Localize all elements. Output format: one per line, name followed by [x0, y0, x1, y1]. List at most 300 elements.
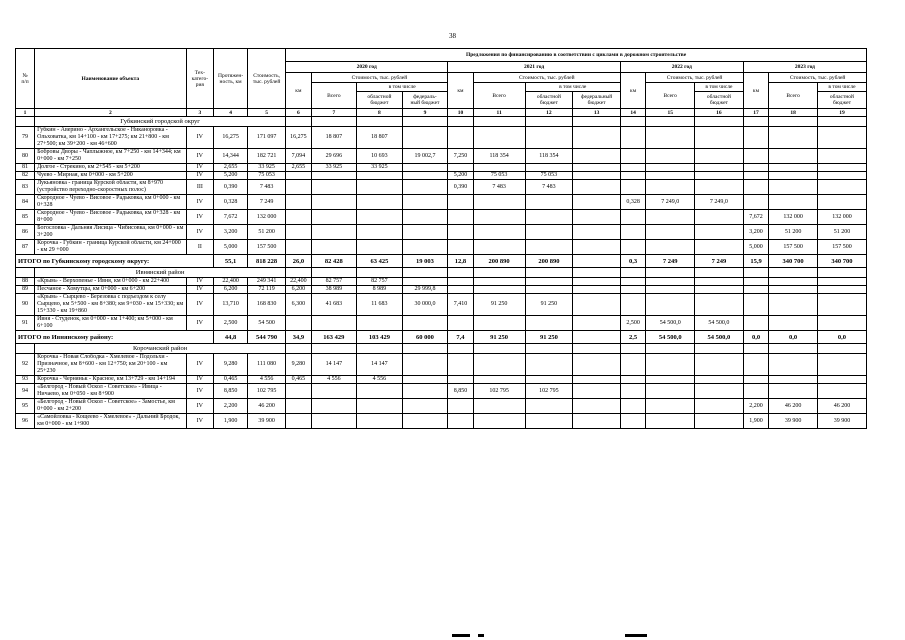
- value-cell: [743, 354, 768, 376]
- table-row: [16, 316, 867, 331]
- total-value: 340 700: [817, 255, 866, 268]
- value-cell: [573, 180, 621, 195]
- object-name: Бобровы Дворы - Чаплыжное, км 7+250 - км 14+344; км 0+000 - км 7+250: [35, 149, 187, 164]
- value-cell: [695, 180, 744, 195]
- object-name: Скородное - Чуево - Висовое - Радьковка, км 0+000 - км 0+328: [35, 195, 187, 210]
- header-cost-year: Стоимость, тыс. рублей: [473, 73, 620, 83]
- value-cell: [620, 225, 645, 240]
- value-cell: [817, 127, 866, 149]
- value-cell: 46 200: [769, 399, 818, 414]
- value-cell: [620, 399, 645, 414]
- empty-cell: [695, 117, 744, 127]
- category: IV: [186, 354, 214, 376]
- value-cell: 18 807: [311, 127, 357, 149]
- row-number: 93: [16, 376, 35, 384]
- object-name: Ивня - Студенок, км 0+000 - км 1+400; км 5+000 - км 6+100: [35, 316, 187, 331]
- value-cell: [402, 195, 448, 210]
- value-cell: 10 693: [357, 149, 403, 164]
- total-value: 2,5: [620, 331, 645, 344]
- table-row: [16, 376, 867, 384]
- value-cell: [286, 195, 311, 210]
- cost: 171 097: [248, 127, 286, 149]
- cost: 111 080: [248, 354, 286, 376]
- value-cell: [646, 414, 695, 429]
- table-row: [16, 294, 867, 316]
- value-cell: 6,200: [286, 286, 311, 294]
- value-cell: [743, 164, 768, 172]
- total-value: 7,4: [448, 331, 473, 344]
- header-total: Всего: [769, 83, 818, 109]
- empty-cell: [473, 344, 525, 354]
- value-cell: [573, 354, 621, 376]
- cost: 51 200: [248, 225, 286, 240]
- column-number: 17: [743, 109, 768, 117]
- length: 2,200: [214, 399, 248, 414]
- value-cell: 14 147: [357, 354, 403, 376]
- category: IV: [186, 286, 214, 294]
- section-row: [16, 344, 867, 354]
- table-row: [16, 149, 867, 164]
- value-cell: [402, 240, 448, 255]
- total-value: 0,0: [743, 331, 768, 344]
- value-cell: [448, 286, 473, 294]
- value-cell: 18 807: [357, 127, 403, 149]
- cost: 7 249: [248, 195, 286, 210]
- value-cell: [620, 286, 645, 294]
- total-value: 7 249: [695, 255, 744, 268]
- value-cell: [646, 376, 695, 384]
- cost: 132 000: [248, 210, 286, 225]
- value-cell: 7 483: [525, 180, 573, 195]
- value-cell: [357, 414, 403, 429]
- value-cell: 118 354: [473, 149, 525, 164]
- value-cell: [646, 294, 695, 316]
- value-cell: [573, 414, 621, 429]
- total-value: 12,8: [448, 255, 473, 268]
- total-value: 103 429: [357, 331, 403, 344]
- object-name: Чуево - Мирная, км 0+000 - км 5+200: [35, 172, 187, 180]
- value-cell: [473, 399, 525, 414]
- total-value: 26,0: [286, 255, 311, 268]
- value-cell: [525, 240, 573, 255]
- value-cell: [743, 294, 768, 316]
- cost: 157 500: [248, 240, 286, 255]
- length: 22,400: [214, 278, 248, 286]
- table-row: [16, 164, 867, 172]
- total-value: 0,0: [817, 331, 866, 344]
- header-number: № п/п: [16, 49, 35, 109]
- value-cell: [573, 127, 621, 149]
- value-cell: [525, 316, 573, 331]
- value-cell: [402, 278, 448, 286]
- value-cell: [525, 399, 573, 414]
- value-cell: [402, 414, 448, 429]
- value-cell: 132 000: [817, 210, 866, 225]
- total-value: 82 428: [311, 255, 357, 268]
- object-name: Корочка - Новая Слободка - Хмелевое - Подольхи - Призначное, км 8+600 - км 12+750; км 20+100 - км 25+230: [35, 354, 187, 376]
- section-title: Губкинский городской округ: [35, 117, 286, 127]
- length: 7,672: [214, 210, 248, 225]
- empty-cell: [525, 344, 573, 354]
- length: 14,344: [214, 149, 248, 164]
- value-cell: [448, 195, 473, 210]
- column-number: 19: [817, 109, 866, 117]
- value-cell: [695, 354, 744, 376]
- table-row: [16, 172, 867, 180]
- value-cell: [769, 354, 818, 376]
- value-cell: [769, 127, 818, 149]
- total-value: 54 500,0: [646, 331, 695, 344]
- section-spacer: [16, 344, 35, 354]
- value-cell: [402, 316, 448, 331]
- value-cell: [620, 172, 645, 180]
- header-km: км: [448, 73, 473, 109]
- category: IV: [186, 316, 214, 331]
- row-number: 83: [16, 180, 35, 195]
- header-km: км: [743, 73, 768, 109]
- value-cell: [695, 399, 744, 414]
- object-name: Долгое - Стрекино, км 2+545 - км 5+200: [35, 164, 187, 172]
- empty-cell: [817, 344, 866, 354]
- header-incl: в том числе: [525, 83, 620, 92]
- empty-cell: [646, 117, 695, 127]
- value-cell: [646, 286, 695, 294]
- column-number: 9: [402, 109, 448, 117]
- value-cell: 7 249,0: [695, 195, 744, 210]
- value-cell: [402, 225, 448, 240]
- value-cell: 54 500,0: [695, 316, 744, 331]
- cost: 4 556: [248, 376, 286, 384]
- empty-cell: [573, 344, 621, 354]
- cost: 182 721: [248, 149, 286, 164]
- value-cell: [646, 399, 695, 414]
- section-spacer: [16, 268, 35, 278]
- value-cell: [311, 316, 357, 331]
- empty-cell: [525, 117, 573, 127]
- value-cell: [311, 414, 357, 429]
- value-cell: [473, 195, 525, 210]
- row-number: 91: [16, 316, 35, 331]
- value-cell: 14 147: [311, 354, 357, 376]
- value-cell: [769, 294, 818, 316]
- value-cell: [402, 399, 448, 414]
- empty-cell: [448, 117, 473, 127]
- category: IV: [186, 278, 214, 286]
- value-cell: 82 757: [357, 278, 403, 286]
- value-cell: [817, 195, 866, 210]
- value-cell: [525, 127, 573, 149]
- value-cell: [402, 210, 448, 225]
- cost: 46 200: [248, 399, 286, 414]
- value-cell: [448, 278, 473, 286]
- value-cell: [743, 172, 768, 180]
- value-cell: [286, 384, 311, 399]
- value-cell: [473, 376, 525, 384]
- value-cell: [448, 376, 473, 384]
- empty-cell: [286, 268, 311, 278]
- value-cell: 38 989: [311, 286, 357, 294]
- empty-cell: [620, 268, 645, 278]
- value-cell: [525, 164, 573, 172]
- total-value: [573, 255, 621, 268]
- table-row: [16, 225, 867, 240]
- category: IV: [186, 225, 214, 240]
- value-cell: [646, 384, 695, 399]
- value-cell: [769, 316, 818, 331]
- column-number: 10: [448, 109, 473, 117]
- value-cell: [286, 180, 311, 195]
- header-incl: в том числе: [817, 83, 866, 92]
- row-number: 86: [16, 225, 35, 240]
- category: III: [186, 180, 214, 195]
- value-cell: 75 053: [525, 172, 573, 180]
- value-cell: [817, 172, 866, 180]
- empty-cell: [525, 268, 573, 278]
- value-cell: [525, 354, 573, 376]
- value-cell: [695, 414, 744, 429]
- value-cell: [646, 240, 695, 255]
- value-cell: [525, 225, 573, 240]
- value-cell: 7 483: [473, 180, 525, 195]
- value-cell: [473, 210, 525, 225]
- section-row: [16, 117, 867, 127]
- length: 1,900: [214, 414, 248, 429]
- value-cell: 7,094: [286, 149, 311, 164]
- value-cell: 5,200: [448, 172, 473, 180]
- total-value: 63 425: [357, 255, 403, 268]
- value-cell: 30 000,0: [402, 294, 448, 316]
- header-regional: областной бюджет: [357, 92, 403, 109]
- row-number: 82: [16, 172, 35, 180]
- empty-cell: [743, 268, 768, 278]
- value-cell: [695, 294, 744, 316]
- object-name: Лукьяновка - граница Курской области, км 8+970 (устройство переходно-скоростных полос): [35, 180, 187, 195]
- value-cell: [525, 376, 573, 384]
- value-cell: [357, 180, 403, 195]
- empty-cell: [573, 117, 621, 127]
- value-cell: [743, 384, 768, 399]
- value-cell: [646, 149, 695, 164]
- value-cell: [473, 316, 525, 331]
- total-length: 55,1: [214, 255, 248, 268]
- value-cell: [817, 278, 866, 286]
- value-cell: [311, 195, 357, 210]
- header-regional: областной бюджет: [695, 92, 744, 109]
- value-cell: [286, 225, 311, 240]
- value-cell: [286, 240, 311, 255]
- header-length: Протяжен- ность, км: [214, 49, 248, 109]
- category: IV: [186, 195, 214, 210]
- object-name: Скородное - Чуево - Висовое - Радьковка, км 0+328 - км 8+000: [35, 210, 187, 225]
- object-name: Корочка - Губкин - граница Курской области, км 24+000 - км 29 +000: [35, 240, 187, 255]
- value-cell: [769, 149, 818, 164]
- header-category: Тех- катего- рия: [186, 49, 214, 109]
- value-cell: [473, 354, 525, 376]
- object-name: «Крым» - Сырцево - Березовка с подъездом к селу Сырцево, км 5+500 - км 8+380; км 9+030 - км 15+330; км 15+330 - км 19+860: [35, 294, 187, 316]
- value-cell: [769, 164, 818, 172]
- value-cell: [311, 210, 357, 225]
- total-value: 163 429: [311, 331, 357, 344]
- length: 6,200: [214, 286, 248, 294]
- empty-cell: [286, 344, 311, 354]
- length: 3,200: [214, 225, 248, 240]
- value-cell: [573, 225, 621, 240]
- empty-cell: [448, 344, 473, 354]
- category: IV: [186, 210, 214, 225]
- value-cell: [573, 210, 621, 225]
- value-cell: [573, 278, 621, 286]
- value-cell: [286, 414, 311, 429]
- header-incl: в том числе: [695, 83, 744, 92]
- empty-cell: [743, 344, 768, 354]
- header-regional: областной бюджет: [817, 92, 866, 109]
- object-name: Губкин - Аверино - Архангельское - Никаноровка - Ольховатка, км 14+100 - км 17+275; км 21+800 - км 27+500; км 39+200 - км 46+600: [35, 127, 187, 149]
- cost: 39 900: [248, 414, 286, 429]
- length: 13,710: [214, 294, 248, 316]
- header-cost-year: Стоимость, тыс. рублей: [646, 73, 743, 83]
- cost: 7 483: [248, 180, 286, 195]
- value-cell: [311, 399, 357, 414]
- value-cell: [473, 286, 525, 294]
- row-number: 79: [16, 127, 35, 149]
- row-number: 89: [16, 286, 35, 294]
- header-cost-year: Стоимость, тыс. рублей: [311, 73, 448, 83]
- value-cell: [525, 278, 573, 286]
- cost: 249 341: [248, 278, 286, 286]
- value-cell: [646, 354, 695, 376]
- value-cell: 0,390: [448, 180, 473, 195]
- value-cell: [448, 225, 473, 240]
- value-cell: 8 989: [357, 286, 403, 294]
- value-cell: 22,400: [286, 278, 311, 286]
- category: IV: [186, 164, 214, 172]
- value-cell: [473, 240, 525, 255]
- value-cell: [311, 180, 357, 195]
- row-number: 87: [16, 240, 35, 255]
- value-cell: 82 757: [311, 278, 357, 286]
- empty-cell: [620, 117, 645, 127]
- value-cell: [357, 384, 403, 399]
- value-cell: 132 000: [769, 210, 818, 225]
- column-number: 16: [695, 109, 744, 117]
- table-row: [16, 414, 867, 429]
- column-number: 7: [311, 109, 357, 117]
- value-cell: [646, 180, 695, 195]
- total-value: [573, 331, 621, 344]
- row-number: 92: [16, 354, 35, 376]
- table-row: [16, 354, 867, 376]
- value-cell: 5,000: [743, 240, 768, 255]
- row-number: 81: [16, 164, 35, 172]
- value-cell: [525, 414, 573, 429]
- empty-cell: [311, 268, 357, 278]
- page-number: 38: [449, 32, 456, 40]
- value-cell: 54 500,0: [646, 316, 695, 331]
- object-name: «Белгород - Новый Оскол - Советское» - Замостье, км 0+000 - км 2+200: [35, 399, 187, 414]
- empty-cell: [311, 117, 357, 127]
- category: IV: [186, 384, 214, 399]
- empty-cell: [311, 344, 357, 354]
- total-value: 0,0: [769, 331, 818, 344]
- value-cell: 2,655: [286, 164, 311, 172]
- length: 9,280: [214, 354, 248, 376]
- value-cell: 8,850: [448, 384, 473, 399]
- value-cell: [817, 286, 866, 294]
- value-cell: [769, 172, 818, 180]
- value-cell: [448, 414, 473, 429]
- value-cell: [695, 127, 744, 149]
- value-cell: [817, 384, 866, 399]
- empty-cell: [743, 117, 768, 127]
- value-cell: [743, 195, 768, 210]
- value-cell: 1,900: [743, 414, 768, 429]
- total-row: [16, 331, 867, 344]
- table-row: [16, 278, 867, 286]
- value-cell: [743, 316, 768, 331]
- value-cell: [357, 225, 403, 240]
- category: IV: [186, 127, 214, 149]
- value-cell: [620, 164, 645, 172]
- value-cell: [357, 316, 403, 331]
- header-federal: федеральный бюджет: [573, 92, 621, 109]
- object-name: «Белгород - Новый Оскол - Советское» - Ивица - Ничаево, км 0+050 - км 8+900: [35, 384, 187, 399]
- value-cell: 11 683: [357, 294, 403, 316]
- value-cell: [311, 384, 357, 399]
- total-value: 91 250: [473, 331, 525, 344]
- value-cell: [448, 399, 473, 414]
- value-cell: 7,672: [743, 210, 768, 225]
- category: IV: [186, 149, 214, 164]
- value-cell: [402, 172, 448, 180]
- value-cell: [695, 172, 744, 180]
- row-number: 84: [16, 195, 35, 210]
- empty-cell: [402, 268, 448, 278]
- empty-cell: [357, 268, 403, 278]
- column-number: 2: [35, 109, 187, 117]
- header-cost: Стоимость, тыс. рублей: [248, 49, 286, 109]
- value-cell: 118 354: [525, 149, 573, 164]
- value-cell: [695, 376, 744, 384]
- value-cell: [473, 164, 525, 172]
- value-cell: 2,200: [743, 399, 768, 414]
- total-value: 340 700: [769, 255, 818, 268]
- section-title: Ивнянский район: [35, 268, 286, 278]
- table-row: [16, 195, 867, 210]
- empty-cell: [357, 117, 403, 127]
- header-regional: областной бюджет: [525, 92, 573, 109]
- value-cell: 33 925: [311, 164, 357, 172]
- value-cell: 7 249,0: [646, 195, 695, 210]
- total-value: 19 003: [402, 255, 448, 268]
- value-cell: [402, 180, 448, 195]
- column-number: 6: [286, 109, 311, 117]
- value-cell: 46 200: [817, 399, 866, 414]
- table-row: [16, 240, 867, 255]
- table-row: [16, 127, 867, 149]
- object-name: Песчаное - Хомутцы, км 0+000 - км 6+200: [35, 286, 187, 294]
- table-row: [16, 399, 867, 414]
- empty-cell: [620, 344, 645, 354]
- value-cell: [573, 240, 621, 255]
- value-cell: [573, 399, 621, 414]
- value-cell: [695, 225, 744, 240]
- value-cell: [620, 127, 645, 149]
- value-cell: [695, 210, 744, 225]
- cost: 168 830: [248, 294, 286, 316]
- total-value: 7 249: [646, 255, 695, 268]
- table-row: [16, 180, 867, 195]
- value-cell: 102 795: [473, 384, 525, 399]
